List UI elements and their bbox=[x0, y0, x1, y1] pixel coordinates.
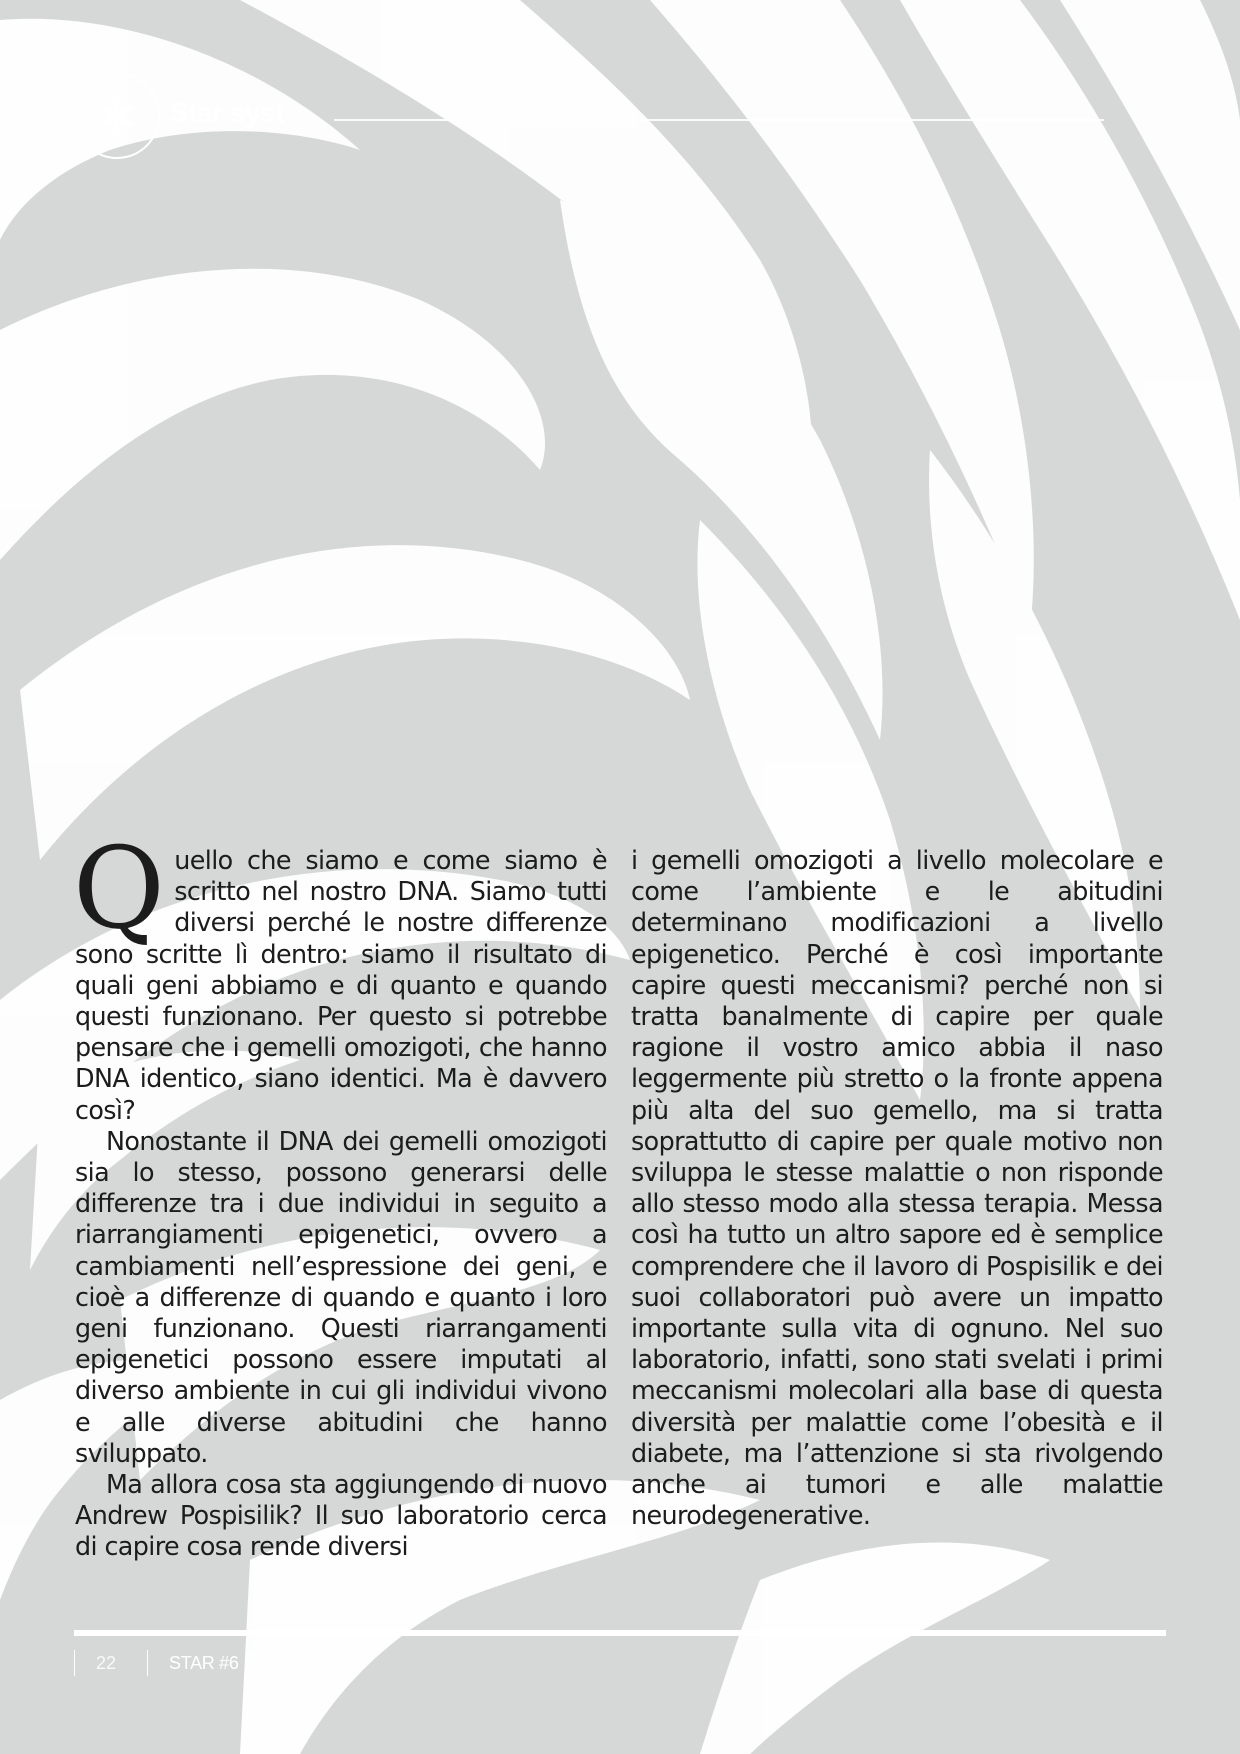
footer-divider bbox=[74, 1630, 1166, 1636]
footer-separator bbox=[147, 1650, 148, 1676]
section-label: Star syst bbox=[170, 97, 284, 128]
page-footer bbox=[74, 1650, 474, 1680]
header-divider bbox=[334, 119, 1104, 121]
issue-label: STAR #6 bbox=[169, 1653, 239, 1673]
paragraph-text: uello che siamo e come siamo è scritto nel nostro DNA. Siamo tutti diversi perché le nostre differenze sono scritte lì dentro: siamo il risultato di quali geni abbiamo e di quanto e quando questi funzionano. Per questo si potrebbe pensare che i gemelli omozigoti, che hanno DNA identico, siano identici. Ma è davvero così? bbox=[75, 845, 607, 1125]
article-paragraph: Ma allora cosa sta aggiungendo di nuovo Andrew Pospisilik? Il suo laboratorio cerca di capire cosa rende diversi bbox=[75, 1469, 607, 1562]
article-column-left bbox=[73, 824, 607, 1563]
asterisk-icon bbox=[97, 96, 137, 136]
article-body bbox=[73, 824, 1163, 1565]
article-paragraph bbox=[73, 824, 607, 1126]
drop-cap: Q bbox=[73, 824, 165, 954]
section-header bbox=[74, 73, 1104, 159]
footer-separator bbox=[74, 1650, 75, 1676]
page-number: 22 bbox=[96, 1653, 117, 1673]
article-paragraph: Nonostante il DNA dei gemelli omozigoti sia lo stesso, possono generarsi delle differenze tra i due individui in seguito a riarrangiamenti epigenetici, ovvero a cambiamenti nell’espressione dei geni, e cioè a differenze di quando e quanto i loro geni funzionano. Questi riarrangamenti epigenetici possono essere imputati al diverso ambiente in cui gli individui vivono e alle diverse abitudini che hanno sviluppato. bbox=[75, 1125, 607, 1468]
article-paragraph: i gemelli omozigoti a livello molecolare e come l’ambiente e le abitudini determinano modificazioni a livello epigenetico. Perché è così importante capire questi meccanismi? perché non si tratta banalmente di capire per quale ragione il vostro amico abbia il naso leggermente più stretto o la fronte appena più alta del suo gemello, ma si tratta soprattutto di capire per quale motivo non sviluppa le stesse malattie o non risponde allo stesso modo alla stessa terapia. Messa così ha tutto un altro sapore ed è semplice comprendere che il lavoro di Pospisilik e dei suoi collaboratori può avere un impatto importante sulla vita di ognuno. Nel suo laboratorio, infatti, sono stati svelati i primi meccanismi molecolari alla base di questa diversità per malattie come l’obesità e il diabete, ma l’attenzione si sta rivolgendo anche ai tumori e alle malattie neurodegenerative. bbox=[631, 845, 1163, 1531]
article-column-right bbox=[631, 845, 1163, 1531]
star-logo bbox=[74, 73, 160, 159]
